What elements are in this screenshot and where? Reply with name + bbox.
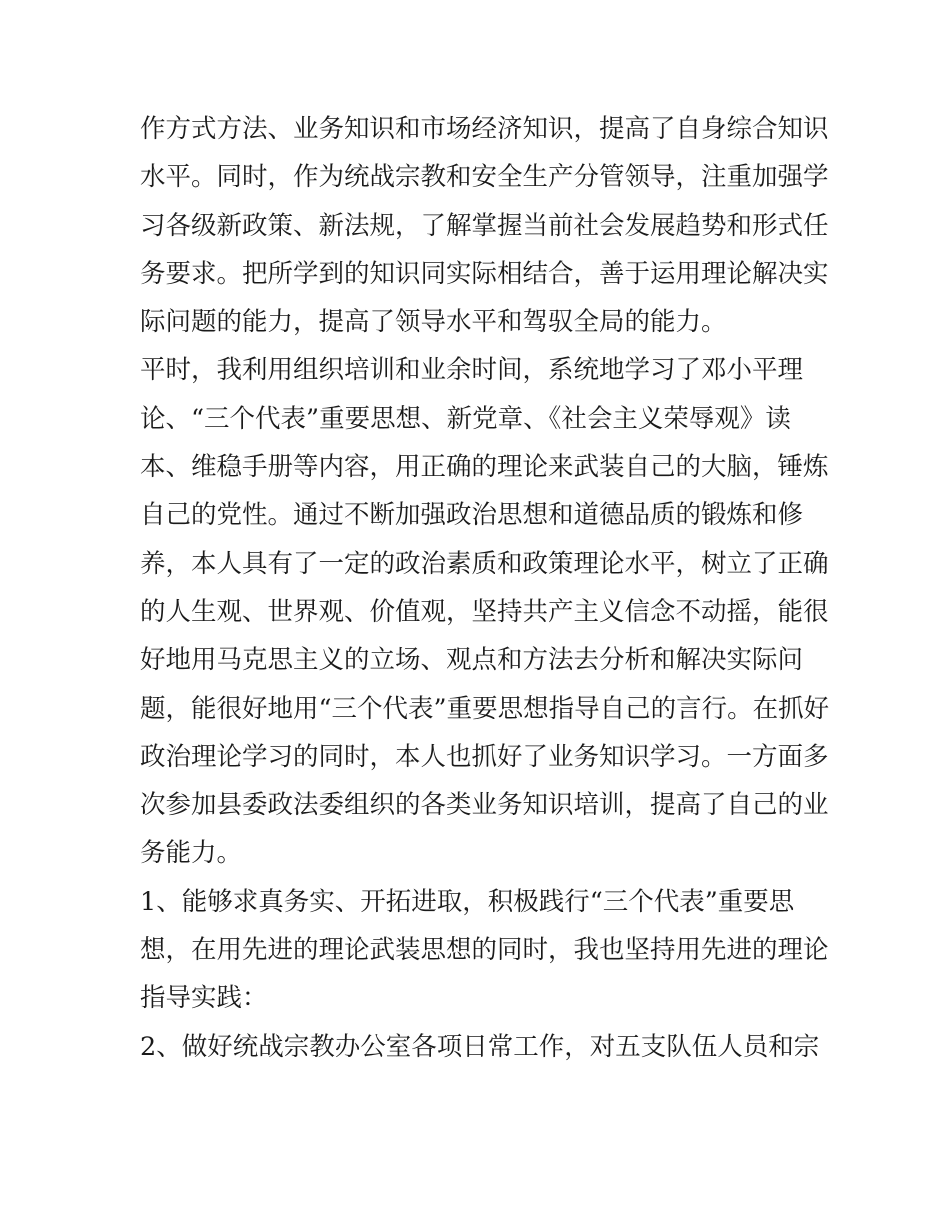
text-line: 养，本人具有了一定的政治素质和政策理论水平，树立了正确 <box>140 548 829 579</box>
text-line: 作方式方法、业务知识和市场经济知识，提高了自身综合知识 <box>140 114 829 144</box>
paragraph-study <box>140 346 830 877</box>
text-line: 次参加县委政法委组织的各类业务知识培训，提高了自己的业 <box>140 790 829 821</box>
text-line: 务能力。 <box>140 838 243 869</box>
paragraph-knowledge <box>140 105 830 346</box>
paragraph-item-2 <box>140 1023 830 1071</box>
text-line: 的人生观、世界观、价值观，坚持共产主义信念不动摇，能很 <box>140 596 829 627</box>
text-line: 水平。同时，作为统战宗教和安全生产分管领导，注重加强学 <box>140 162 829 193</box>
text-line: 务要求。把所学到的知识同实际相结合，善于运用理论解决实 <box>140 258 829 289</box>
text-line: 题，能很好地用“三个代表”重要思想指导自己的言行。在抓好 <box>140 693 830 724</box>
text-line: 习各级新政策、新法规，了解掌握当前社会发展趋势和形式任 <box>140 210 829 241</box>
text-line: 平时，我利用组织培训和业余时间，系统地学习了邓小平理 <box>140 355 804 386</box>
text-line: 想，在用先进的理论武装思想的同时，我也坚持用先进的理论 <box>140 935 829 966</box>
text-line: 际问题的能力，提高了领导水平和驾驭全局的能力。 <box>140 307 727 338</box>
text-line: 政治理论学习的同时，本人也抓好了业务知识学习。一方面多 <box>140 741 829 772</box>
text-line: 指导实践： <box>140 983 268 1014</box>
document-body <box>140 105 830 1071</box>
text-line: 1、能够求真务实、开拓进取，积极践行“三个代表”重要思 <box>140 886 795 917</box>
paragraph-item-1 <box>140 878 830 1023</box>
text-line: 自己的党性。通过不断加强政治思想和道德品质的锻炼和修 <box>140 500 804 531</box>
text-line: 论、“三个代表”重要思想、新党章、《社会主义荣辱观》读 <box>140 403 791 434</box>
text-line: 好地用马克思主义的立场、观点和方法去分析和解决实际问 <box>140 645 804 676</box>
text-line: 2、做好统战宗教办公室各项日常工作，对五支队伍人员和宗 <box>140 1031 820 1062</box>
text-line: 本、维稳手册等内容，用正确的理论来武装自己的大脑，锤炼 <box>140 452 829 483</box>
